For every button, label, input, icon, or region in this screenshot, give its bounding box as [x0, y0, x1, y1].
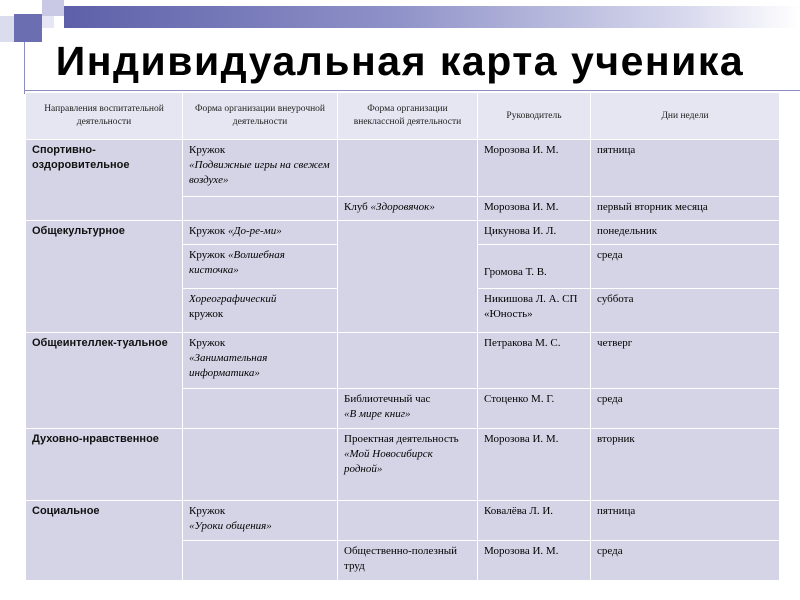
form1-cell	[183, 289, 338, 333]
form2-cell	[338, 501, 478, 541]
decor-square-mid	[42, 0, 64, 16]
form-name: «Подвижные игры на свежем воздухе»	[189, 158, 330, 186]
leader-cell: Морозова И. М.	[478, 197, 591, 221]
header-outofclass-form: Форма организации внеклассной деятельности	[338, 93, 478, 140]
form1-cell	[183, 541, 338, 581]
form-prefix: Библиотечный час	[344, 393, 431, 405]
table-row	[26, 333, 780, 389]
leader-cell: Цикунова И. Л.	[478, 221, 591, 245]
direction-cell: Духовно-нравственное	[26, 429, 183, 501]
header-extracurricular-form: Форма организации внеурочной деятельности	[183, 93, 338, 140]
day-cell: первый вторник месяца	[591, 197, 780, 221]
form-name: «Мой Новосибирск родной»	[344, 447, 433, 475]
table-row	[26, 501, 780, 541]
header-direction: Направления воспитательной деятельности	[26, 93, 183, 140]
leader-cell: Ковалёва Л. И.	[478, 501, 591, 541]
table-row	[26, 140, 780, 197]
form-suffix: кружок	[189, 307, 224, 320]
form1-cell	[183, 245, 338, 289]
form1-cell	[183, 140, 338, 197]
form-prefix: Кружок	[189, 225, 226, 237]
leader-cell: Никишова Л. А. СП «Юность»	[478, 289, 591, 333]
day-cell: среда	[591, 389, 780, 429]
leader-cell: Морозова И. М.	[478, 429, 591, 501]
form1-cell	[183, 501, 338, 541]
form1-cell	[183, 197, 338, 221]
form2-cell	[338, 429, 478, 501]
header-leader: Руководитель	[478, 93, 591, 140]
form-name: «Уроки общения»	[189, 519, 272, 532]
form2-cell	[338, 333, 478, 389]
form-prefix: Кружок	[189, 249, 226, 261]
form2-cell: Общественно-полезный труд	[338, 541, 478, 581]
direction-cell: Общеинтеллек-туальное	[26, 333, 183, 429]
day-cell: пятница	[591, 140, 780, 197]
form1-cell	[183, 389, 338, 429]
form-prefix: Кружок	[189, 337, 226, 349]
form-name: «До-ре-ми»	[227, 225, 282, 237]
student-card-table	[25, 92, 780, 581]
form1-cell	[183, 333, 338, 389]
direction-cell: Спортивно-оздоровительное	[26, 140, 183, 221]
leader-cell: Петракова М. С.	[478, 333, 591, 389]
day-cell: вторник	[591, 429, 780, 501]
leader-cell: Стоценко М. Г.	[478, 389, 591, 429]
form-name: «Волшебная кисточка»	[189, 249, 285, 276]
form-name: «В мире книг»	[344, 407, 411, 420]
form-name: «Здоровячок»	[370, 201, 435, 213]
direction-cell: Социальное	[26, 501, 183, 581]
direction-cell: Общекультурное	[26, 221, 183, 333]
form2-cell	[338, 389, 478, 429]
decor-square-tiny	[42, 16, 54, 28]
leader-cell: Морозова И. М.	[478, 140, 591, 197]
leader-cell: Морозова И. М.	[478, 541, 591, 581]
form-prefix: Клуб	[344, 201, 368, 213]
form2-cell	[338, 197, 478, 221]
form-prefix: Проектная деятельность	[344, 433, 459, 445]
form-prefix: Кружок	[189, 505, 226, 517]
day-cell: четверг	[591, 333, 780, 389]
table-row	[26, 429, 780, 501]
day-cell: понедельник	[591, 221, 780, 245]
day-cell: пятница	[591, 501, 780, 541]
day-cell: среда	[591, 245, 780, 289]
form-prefix: Кружок	[189, 144, 226, 156]
day-cell: суббота	[591, 289, 780, 333]
leader-name: Громова Т. В.	[484, 266, 547, 279]
form1-cell	[183, 429, 338, 501]
decor-gradient-band	[64, 6, 800, 28]
table-header-row	[26, 93, 780, 140]
decor-square-light	[2, 0, 17, 15]
form1-cell	[183, 221, 338, 245]
form-name: «Занимательная информатика»	[189, 351, 268, 379]
header-weekdays: Дни недели	[591, 93, 780, 140]
decor-horizontal-line	[24, 90, 800, 91]
table-row	[26, 221, 780, 245]
form2-cell	[338, 140, 478, 197]
form-name: Хореографический	[189, 293, 277, 305]
day-cell: среда	[591, 541, 780, 581]
page-title: Индивидуальная карта ученика	[55, 38, 745, 84]
leader-cell	[478, 245, 591, 289]
form2-cell	[338, 221, 478, 333]
